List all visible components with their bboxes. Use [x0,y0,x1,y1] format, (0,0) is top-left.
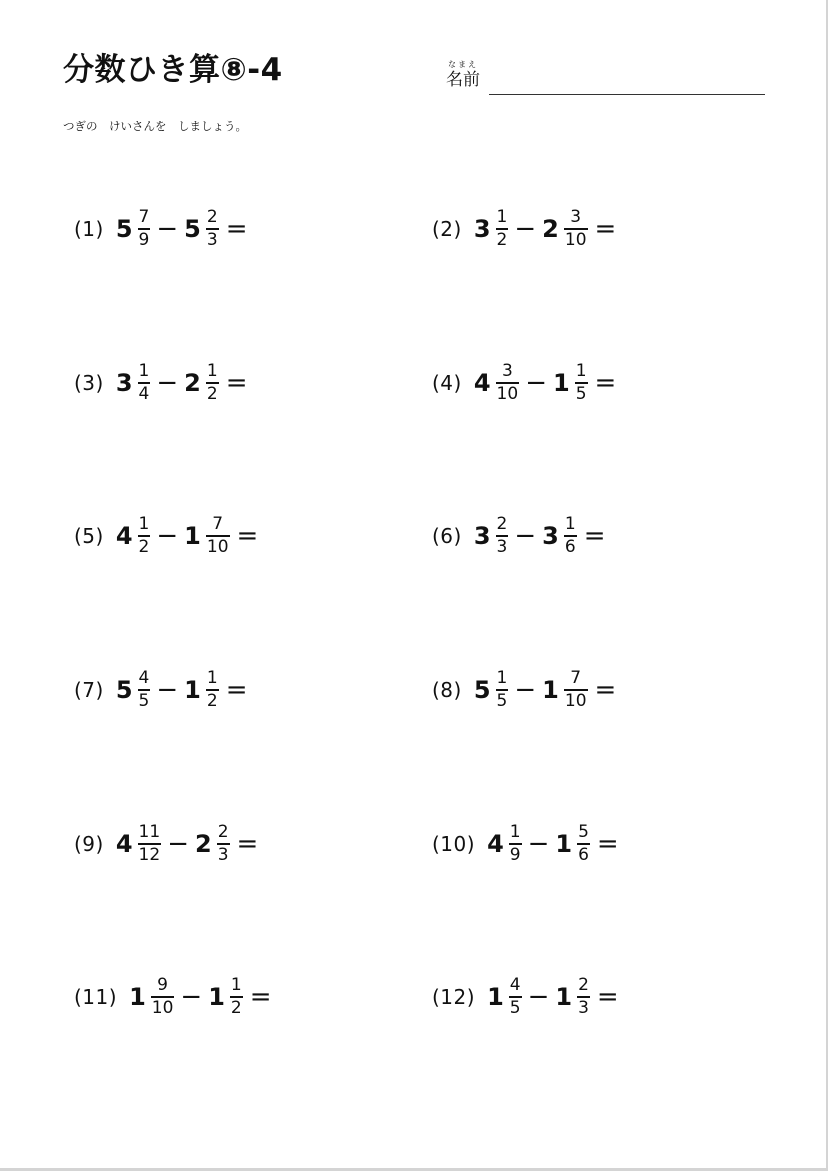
numerator: 1 [206,668,218,688]
problem-number: (6) [432,524,462,548]
denominator: 10 [206,537,229,557]
whole-number: 4 [487,830,504,858]
equals-sign: = [594,368,617,398]
whole-number: 1 [555,983,573,1011]
minus-sign: − [527,982,550,1012]
denominator: 2 [230,998,242,1018]
fraction [151,976,175,1018]
whole-number: 5 [115,215,133,243]
problem-number: (3) [74,371,104,395]
denominator: 6 [578,845,589,865]
whole-number: 5 [184,215,201,243]
whole-number: 4 [473,369,491,397]
equals-sign: = [249,982,272,1012]
minus-sign: − [156,368,179,398]
denominator: 3 [496,537,508,557]
numerator: 7 [138,207,150,227]
problem-12 [432,969,619,1025]
fraction [138,515,151,557]
equals-sign: = [225,214,248,244]
fraction [138,669,151,711]
minus-sign: − [525,368,547,398]
whole-number: 4 [115,830,133,858]
fraction [138,823,162,865]
whole-number: 2 [542,215,559,243]
minus-sign: − [156,521,179,551]
fraction [577,823,590,865]
fraction [509,823,522,865]
fraction [575,362,588,404]
fraction [564,208,588,250]
denominator: 10 [151,998,174,1018]
numerator: 1 [496,207,508,227]
whole-number: 4 [115,522,133,550]
minus-sign: − [514,521,537,551]
numerator: 1 [496,668,508,688]
fraction [206,515,230,557]
numerator: 1 [575,361,587,381]
problem-1 [74,201,248,257]
whole-number: 1 [487,983,504,1011]
numerator: 3 [570,207,582,227]
minus-sign: − [156,214,179,244]
denominator: 3 [578,998,589,1018]
problem-8 [432,662,616,718]
denominator: 4 [138,384,150,404]
name-label: 名前 [446,70,480,90]
whole-number: 3 [542,522,559,550]
denominator: 12 [138,845,161,865]
problem-number: (1) [74,217,104,241]
equals-sign: = [225,675,248,705]
problem-number: (7) [74,678,104,702]
problem-number: (5) [74,524,104,548]
denominator: 9 [509,845,521,865]
denominator: 2 [206,384,218,404]
whole-number: 1 [129,983,146,1011]
denominator: 2 [138,537,150,557]
problem-number: (10) [432,832,476,856]
problem-number: (9) [74,832,104,856]
fraction [230,976,243,1018]
denominator: 3 [206,230,218,250]
numerator: 1 [138,361,150,381]
equals-sign: = [225,368,248,398]
problem-number: (2) [432,217,462,241]
fraction [577,976,590,1018]
numerator: 5 [578,822,589,842]
equals-sign: = [583,521,606,551]
numerator: 2 [217,822,229,842]
problem-number: (11) [74,985,118,1009]
minus-sign: − [167,829,189,859]
whole-number: 1 [208,983,225,1011]
whole-number: 2 [184,369,201,397]
whole-number: 1 [184,522,201,550]
numerator: 7 [570,668,582,688]
name-field [445,60,765,100]
problem-10 [432,816,619,872]
minus-sign: − [527,829,550,859]
denominator: 2 [206,691,218,711]
problem-2 [432,201,616,257]
numerator: 1 [138,514,150,534]
numerator: 2 [578,975,589,995]
whole-number: 1 [555,830,573,858]
problem-number: (8) [432,678,462,702]
numerator: 2 [206,207,218,227]
problem-9 [74,816,258,872]
numerator: 1 [230,975,242,995]
whole-number: 1 [542,676,559,704]
minus-sign: − [180,982,203,1012]
problem-11 [74,969,272,1025]
fraction [564,669,588,711]
problem-5 [74,508,258,564]
fraction [496,669,509,711]
numerator: 7 [212,514,224,534]
denominator: 6 [564,537,576,557]
numerator: 1 [564,514,576,534]
whole-number: 5 [115,676,133,704]
equals-sign: = [596,829,619,859]
fraction [217,823,230,865]
whole-number: 1 [184,676,201,704]
denominator: 9 [138,230,150,250]
name-ruby: なまえ [448,60,478,69]
name-write-line[interactable] [489,94,765,95]
equals-sign: = [236,521,259,551]
fraction [206,208,219,250]
denominator: 10 [564,691,587,711]
numerator: 1 [509,822,521,842]
whole-number: 1 [552,369,570,397]
problem-number: (12) [432,985,476,1009]
problem-4 [432,355,616,411]
minus-sign: − [514,214,537,244]
whole-number: 3 [115,369,133,397]
equals-sign: = [594,675,617,705]
problem-7 [74,662,248,718]
numerator: 1 [206,361,218,381]
minus-sign: − [156,675,179,705]
fraction [138,362,151,404]
denominator: 2 [496,230,508,250]
instruction-text: つぎの けいさんを しましょう。 [63,119,247,133]
denominator: 3 [217,845,229,865]
worksheet-title: 分数ひき算⑧-4 [63,52,283,88]
numerator: 4 [138,668,150,688]
denominator: 10 [496,384,519,404]
fraction [496,208,509,250]
whole-number: 5 [473,676,491,704]
whole-number: 2 [194,830,212,858]
equals-sign: = [236,829,259,859]
denominator: 5 [509,998,521,1018]
numerator: 11 [138,822,161,842]
fraction [206,669,219,711]
fraction [496,515,509,557]
denominator: 5 [575,384,587,404]
denominator: 5 [496,691,508,711]
numerator: 9 [157,975,168,995]
problem-6 [432,508,606,564]
whole-number: 3 [473,215,491,243]
whole-number: 3 [473,522,491,550]
minus-sign: − [514,675,537,705]
numerator: 3 [501,361,513,381]
fraction [138,208,151,250]
fraction [509,976,522,1018]
problem-number: (4) [432,371,462,395]
fraction [206,362,219,404]
numerator: 4 [509,975,521,995]
equals-sign: = [596,982,619,1012]
numerator: 2 [496,514,508,534]
problem-3 [74,355,248,411]
denominator: 10 [564,230,587,250]
fraction [496,362,520,404]
fraction [564,515,577,557]
equals-sign: = [594,214,617,244]
denominator: 5 [138,691,150,711]
